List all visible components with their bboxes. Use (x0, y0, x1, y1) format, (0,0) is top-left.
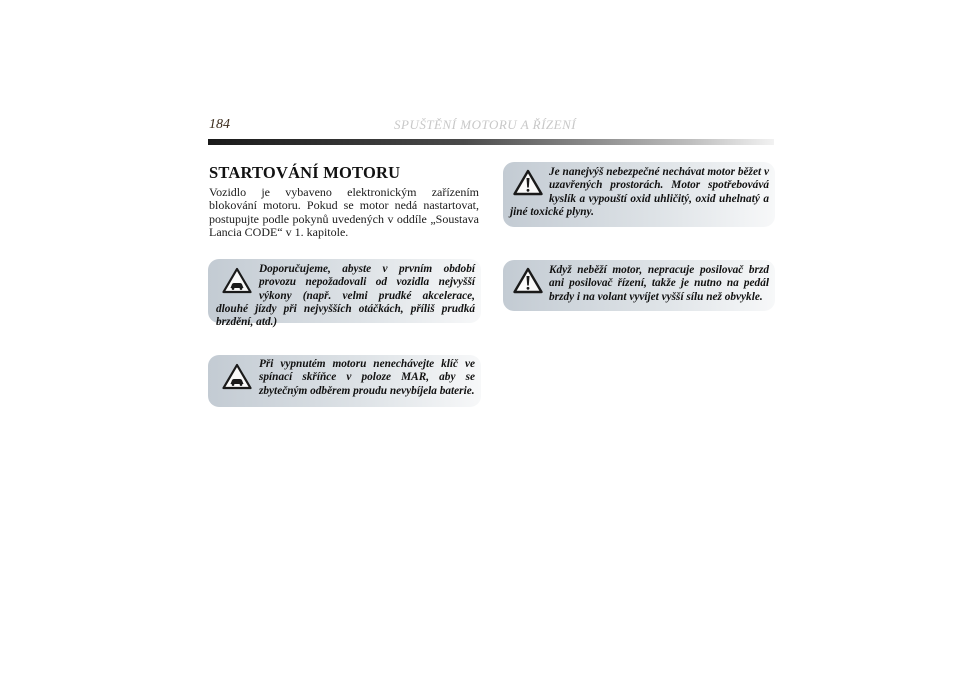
section-title: STARTOVÁNÍ MOTORU (209, 163, 401, 182)
warning-triangle-icon (513, 169, 543, 196)
car-caution-icon (222, 363, 252, 390)
note-text: Je nanejvýš nebezpečné nechávat motor běžet v uzavřených prostorách. Motor spotřebovává kyslík a vypouští oxid uhličitý, oxid uhelnatý a jiné toxické plyny. (510, 166, 769, 218)
car-caution-icon (222, 267, 252, 294)
note-text: Když neběží motor, nepracuje posilovač brzd ani posilovač řízení, takže je nutno na pedál brzdy i na volant vyvíjet vyšší sílu než obvykle. (549, 264, 769, 303)
note-text: Doporučujeme, abyste v prvním období provozu nepožadovali od vozidla nejvyšší výkony (např. velmi prudké akcelerace, dlouhé jízdy při nejvyšších otáčkách, příliš prudká brzdění, atd.) (216, 263, 475, 329)
warning-triangle-icon (513, 267, 543, 294)
caution-note (208, 259, 481, 329)
caution-note (208, 355, 481, 407)
chapter-title: SPUŠTĚNÍ MOTORU A ŘÍZENÍ (394, 117, 577, 132)
note-text: Při vypnutém motoru nenechávejte klíč ve spínací skříňce v poloze MAR, aby se zbytečným odběrem proudu nevybíjela baterie. (259, 358, 475, 397)
warning-note (503, 162, 775, 227)
warning-note (503, 260, 775, 311)
page-number: 184 (209, 117, 230, 132)
header-divider (208, 139, 774, 145)
body-paragraph: Vozidlo je vybaveno elektronickým zařízením blokování motoru. Pokud se motor nedá nastartovat, postupujte podle pokynů uvedených v oddíle „Soustava Lancia CODE“ v 1. kapitole. (209, 185, 479, 239)
